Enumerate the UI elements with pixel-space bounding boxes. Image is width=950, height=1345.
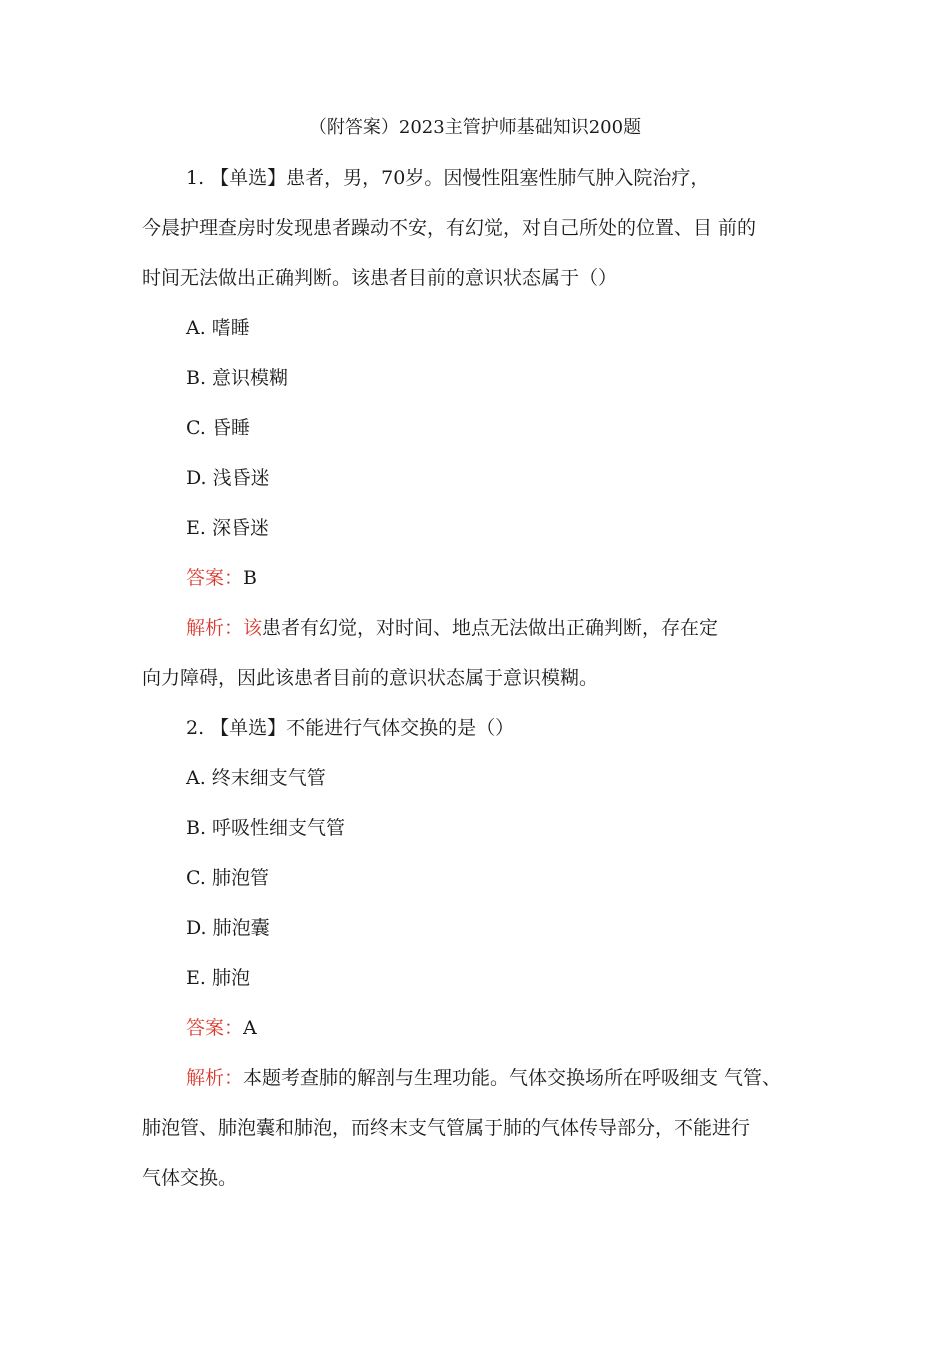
question-1-option-d: D. 浅昏迷 (186, 467, 270, 489)
question-1-option-a: A. 嗜睡 (186, 317, 250, 339)
analysis-highlight: 该 (243, 617, 263, 639)
question-2-option-b: B. 呼吸性细支气管 (186, 817, 346, 839)
analysis-label: 解析： (186, 1067, 244, 1089)
answer-label: 答案： (186, 567, 244, 589)
question-1-answer (186, 566, 257, 590)
question-2-analysis-line-3: 气体交换。 (142, 1167, 238, 1189)
answer-value: B (243, 567, 257, 589)
question-1-stem-line-2: 今晨护理查房时发现患者躁动不安，有幻觉，对自己所处的位置、目 前的 (142, 217, 757, 239)
analysis-text: 本题考查肺的解剖与生理功能。气体交换场所在呼吸细支 气管、 (243, 1067, 782, 1089)
document-title: （附答案）2023主管护师基础知识200题 (308, 117, 642, 138)
question-1-option-c: C. 昏睡 (186, 417, 250, 439)
question-1-stem-line-1: 1. 【单选】患者，男，70岁。因慢性阻塞性肺气肿入院治疗， (186, 167, 710, 189)
question-1-option-b: B. 意识模糊 (186, 367, 289, 389)
question-1-analysis-line-1 (186, 616, 718, 640)
analysis-text: 患者有幻觉，对时间、地点无法做出正确判断，存在定 (262, 617, 719, 639)
question-2-analysis-line-1 (186, 1066, 781, 1090)
question-1-stem-line-3: 时间无法做出正确判断。该患者目前的意识状态属于（） (142, 267, 618, 289)
question-1-analysis-line-2: 向力障碍，因此该患者目前的意识状态属于意识模糊。 (142, 667, 599, 689)
question-2-option-c: C. 肺泡管 (186, 867, 269, 889)
question-2-option-a: A. 终末细支气管 (186, 767, 326, 789)
question-2-option-d: D. 肺泡囊 (186, 917, 270, 939)
question-2-option-e: E. 肺泡 (186, 967, 250, 989)
question-2-stem: 2. 【单选】不能进行气体交换的是（） (186, 717, 515, 739)
question-2-answer (186, 1016, 257, 1040)
answer-label: 答案： (186, 1017, 244, 1039)
analysis-label: 解析： (186, 617, 244, 639)
question-2-analysis-line-2: 肺泡管、肺泡囊和肺泡，而终末支气管属于肺的气体传导部分，不能进行 (142, 1117, 751, 1139)
answer-value: A (243, 1017, 257, 1039)
question-1-option-e: E. 深昏迷 (186, 517, 269, 539)
